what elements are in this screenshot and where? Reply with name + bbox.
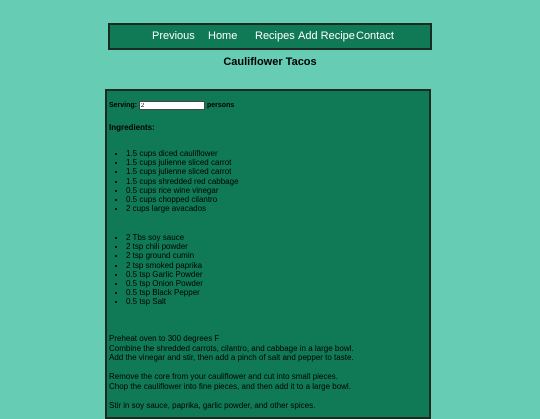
recipe-panel <box>105 89 431 419</box>
ingredient-item: • 2 Tbs soy sauce <box>126 233 203 242</box>
instruction-paragraph <box>109 401 429 411</box>
ingredient-item: • 2 tsp ground cumin <box>126 251 203 260</box>
nav-add-recipe-link[interactable]: Add Recipe <box>298 30 355 42</box>
top-nav-bar <box>108 23 432 50</box>
instructions <box>109 334 429 419</box>
instruction-paragraph <box>109 334 429 363</box>
serving-row <box>109 101 234 110</box>
ingredients-heading: Ingredients: <box>109 123 155 132</box>
instruction-line: Combine the shredded carrots, cilantro, and cabbage in a large bowl. <box>109 343 354 353</box>
serving-unit: persons <box>207 102 235 109</box>
page-title: Cauliflower Tacos <box>223 56 317 68</box>
instruction-line: Remove the core from your cauliflower and cut into small pieces. <box>109 372 338 382</box>
ingredient-item: • 1.5 cups shredded red cabbage <box>126 177 239 186</box>
instruction-line: Stir in soy sauce, paprika, garlic powder, and other spices. <box>109 401 316 411</box>
ingredient-item: • 0.5 tsp Black Pepper <box>126 288 203 297</box>
ingredient-item: • 0.5 tsp Salt <box>126 297 203 306</box>
ingredient-item: • 2 tsp chili powder <box>126 242 203 251</box>
nav-previous-link[interactable]: Previous <box>152 30 195 42</box>
nav-recipes-link[interactable]: Recipes <box>255 30 295 42</box>
ingredient-item: • 0.5 cups chopped cilantro <box>126 195 239 204</box>
ingredient-item: • 2 cups large avacados <box>126 204 239 213</box>
nav-contact-link[interactable]: Contact <box>356 30 394 42</box>
instruction-line: Chop the cauliflower into fine pieces, and then add it to a large bowl. <box>109 381 351 391</box>
ingredients-list-spices <box>117 233 203 307</box>
ingredients-list-main <box>117 149 239 213</box>
ingredient-item: • 0.5 cups rice wine vinegar <box>126 186 239 195</box>
instruction-paragraph <box>109 372 429 391</box>
ingredient-item: • 1.5 cups julienne sliced carrot <box>126 167 239 176</box>
ingredient-item: • 1.5 cups diced cauliflower <box>126 149 239 158</box>
ingredient-item: • 2 tsp smoked paprika <box>126 261 203 270</box>
instruction-line: Preheat oven to 300 degrees F <box>109 334 220 343</box>
nav-home-link[interactable]: Home <box>208 30 238 42</box>
ingredient-item: • 0.5 tsp Garlic Powder <box>126 270 203 279</box>
instruction-line: Add the vinegar and stir, then add a pinch of salt and pepper to taste. <box>109 353 354 363</box>
ingredient-item: • 0.5 tsp Onion Powder <box>126 279 203 288</box>
serving-input[interactable] <box>139 101 205 110</box>
ingredient-item: • 1.5 cups julienne sliced carrot <box>126 158 239 167</box>
serving-label: Serving: <box>109 102 138 109</box>
